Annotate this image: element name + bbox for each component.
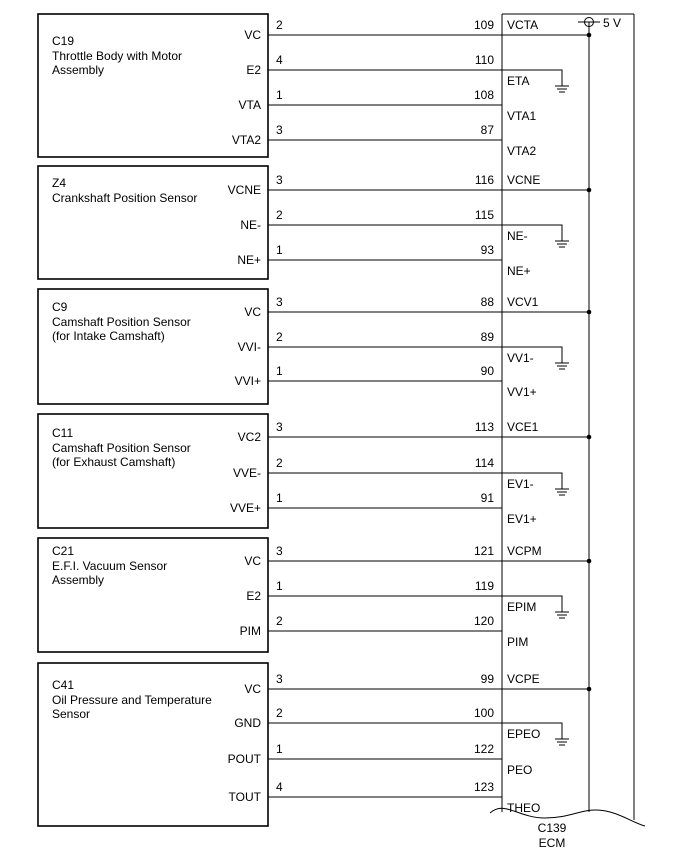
ecm-terminal-label: EPIM [507, 600, 537, 614]
pin-label: GND [234, 716, 261, 730]
component-name-line: Assembly [52, 573, 105, 587]
pin-number: 2 [276, 456, 283, 470]
ecm-pin-number: 115 [474, 208, 494, 222]
pin-label: VVE- [232, 466, 261, 480]
components-layer [38, 14, 591, 826]
ecm-pin-number: 87 [480, 123, 494, 137]
wire-c19-1 [246, 53, 569, 92]
ecm-terminal-label: VCPE [507, 672, 540, 686]
wire-c19-0 [244, 18, 591, 42]
ecm-pin-number: 116 [474, 173, 494, 187]
component-c19 [38, 14, 591, 158]
ecm-pin-number: 123 [473, 780, 494, 794]
pin-label: VCNE [227, 183, 261, 197]
pin-label: VTA2 [231, 133, 261, 147]
ecm-pin-number: 122 [473, 742, 494, 756]
component-name-line: Camshaft Position Sensor [52, 441, 191, 455]
component-z4 [38, 166, 591, 279]
pin-number: 3 [276, 123, 283, 137]
component-name-line: Camshaft Position Sensor [52, 315, 191, 329]
pin-number: 4 [276, 780, 283, 794]
wire-c41-0 [244, 672, 591, 696]
pin-number: 3 [276, 173, 283, 187]
component-id: C41 [52, 678, 75, 692]
component-name-line: (for Exhaust Camshaft) [52, 455, 176, 469]
pin-number: 1 [276, 364, 283, 378]
pin-label: VTA [238, 98, 261, 112]
junction-dot [587, 310, 592, 315]
wire-c21-0 [244, 544, 591, 568]
ecm-terminal-label: VCV1 [507, 295, 539, 309]
pin-number: 1 [276, 243, 283, 257]
pin-number: 1 [276, 491, 283, 505]
ecm-terminal-label: VV1+ [507, 385, 537, 399]
ecm-terminal-label: VCE1 [507, 420, 539, 434]
wire-z4-0 [228, 173, 592, 197]
ecm-pin-number: 100 [473, 706, 494, 720]
ecm-connector-label: C139 [537, 821, 567, 835]
pin-number: 4 [276, 53, 283, 67]
wire-c11-1 [233, 456, 569, 495]
pin-label: VVI- [237, 340, 261, 354]
component-id: C21 [52, 544, 75, 558]
ecm-terminal-label: VV1- [507, 351, 534, 365]
ground-icon [555, 241, 569, 247]
ecm-terminal-label: NE+ [507, 264, 531, 278]
ecm-pin-number: 99 [480, 672, 494, 686]
wire-c21-2 [240, 614, 529, 649]
pin-label: VC [244, 28, 261, 42]
ecm-pin-number: 89 [480, 330, 494, 344]
pin-label: POUT [227, 752, 261, 766]
component-name-line: Oil Pressure and Temperature [52, 693, 212, 707]
pin-label: VVE+ [229, 501, 261, 515]
wire-c41-3 [229, 780, 541, 815]
ecm-terminal-label: EV1- [507, 477, 534, 491]
wire-c19-3 [232, 123, 537, 158]
pin-label: VC [244, 682, 261, 696]
ecm-pin-number: 91 [480, 491, 494, 505]
junction-dot [587, 687, 592, 692]
pin-label: NE+ [237, 253, 261, 267]
pin-label: VC [244, 305, 261, 319]
pin-number: 1 [276, 88, 283, 102]
ecm-terminal-label: VCTA [507, 18, 539, 32]
component-name-line: E.F.I. Vacuum Sensor [52, 559, 168, 573]
ecm-terminal-label: EV1+ [507, 512, 537, 526]
pin-label: E2 [246, 589, 261, 603]
pin-label: PIM [239, 624, 261, 638]
ecm-terminal-label: THEO [507, 801, 541, 815]
ecm-terminal-label: PIM [507, 635, 529, 649]
pin-number: 3 [276, 295, 283, 309]
ecm-pin-number: 110 [474, 53, 494, 67]
ecm-terminal-label: PEO [507, 763, 533, 777]
pin-label: VC2 [237, 430, 261, 444]
pin-number: 3 [276, 544, 283, 558]
wire-c21-1 [246, 579, 569, 618]
ecm-terminal-label: NE- [507, 229, 528, 243]
component-name-line: Assembly [52, 63, 105, 77]
ecm-terminal-label: VTA1 [507, 109, 537, 123]
ground-icon [555, 363, 569, 369]
ground-icon [555, 489, 569, 495]
ecm-pin-number: 90 [480, 364, 494, 378]
component-id: C9 [52, 300, 68, 314]
power-label: 5 V [603, 16, 622, 30]
wire-c41-2 [228, 742, 533, 777]
ecm-pin-number: 121 [473, 544, 494, 558]
wire-c9-0 [244, 295, 591, 319]
pin-label: VC [244, 554, 261, 568]
pin-number: 2 [276, 614, 283, 628]
ecm-pin-number: 109 [473, 18, 494, 32]
ground-icon [555, 612, 569, 618]
pin-number: 2 [276, 208, 283, 222]
pin-label: NE- [240, 218, 261, 232]
ecm-terminal-label: EPEO [507, 727, 541, 741]
component-c11 [38, 414, 591, 528]
wire-z4-2 [237, 243, 530, 278]
pin-number: 2 [276, 330, 283, 344]
junction-dot [587, 559, 592, 564]
component-name-line: Throttle Body with Motor [52, 49, 183, 63]
pin-label: E2 [246, 63, 261, 77]
ecm-terminal-label: VCPM [507, 544, 542, 558]
junction-dot [587, 33, 592, 38]
component-id: C11 [52, 426, 74, 440]
component-name-line: (for Intake Camshaft) [52, 329, 165, 343]
ecm-pin-number: 93 [480, 243, 494, 257]
component-id: C19 [52, 34, 75, 48]
component-c41 [38, 663, 591, 826]
ecm-terminal-label: VTA2 [507, 144, 537, 158]
ecm-pin-number: 108 [473, 88, 494, 102]
pin-number: 2 [276, 706, 283, 720]
wire-z4-1 [240, 208, 569, 247]
wire-c19-2 [239, 88, 537, 123]
wire-c9-1 [238, 330, 569, 369]
pin-label: TOUT [228, 790, 261, 804]
component-c9 [38, 289, 591, 404]
ecm-terminal-label: VCNE [507, 173, 541, 187]
wire-c41-1 [234, 706, 569, 745]
component-id: Z4 [52, 176, 67, 190]
component-c21 [38, 538, 591, 652]
ecm-terminal-label: ETA [507, 74, 530, 88]
ecm-pin-number: 113 [474, 420, 494, 434]
wire-c9-2 [235, 364, 537, 399]
junction-dot [587, 435, 592, 440]
ecm-pin-number: 119 [474, 579, 494, 593]
pin-label: VVI+ [234, 374, 261, 388]
ecm-name-label: ECM [538, 836, 566, 850]
pin-number: 1 [276, 579, 283, 593]
component-box [38, 289, 268, 404]
pin-number: 2 [276, 18, 283, 32]
component-name-line: Sensor [52, 707, 91, 721]
junction-dot [587, 188, 592, 193]
ecm-pin-number: 88 [480, 295, 494, 309]
pin-number: 3 [276, 672, 283, 686]
pin-number: 1 [276, 742, 283, 756]
ecm-pin-number: 114 [474, 456, 494, 470]
pin-number: 3 [276, 420, 283, 434]
wire-c11-0 [238, 420, 592, 444]
component-name-line: Crankshaft Position Sensor [52, 191, 198, 205]
ecm-pin-number: 120 [473, 614, 494, 628]
ground-icon [555, 739, 569, 745]
wire-c11-2 [230, 491, 537, 526]
ground-icon [555, 86, 569, 92]
